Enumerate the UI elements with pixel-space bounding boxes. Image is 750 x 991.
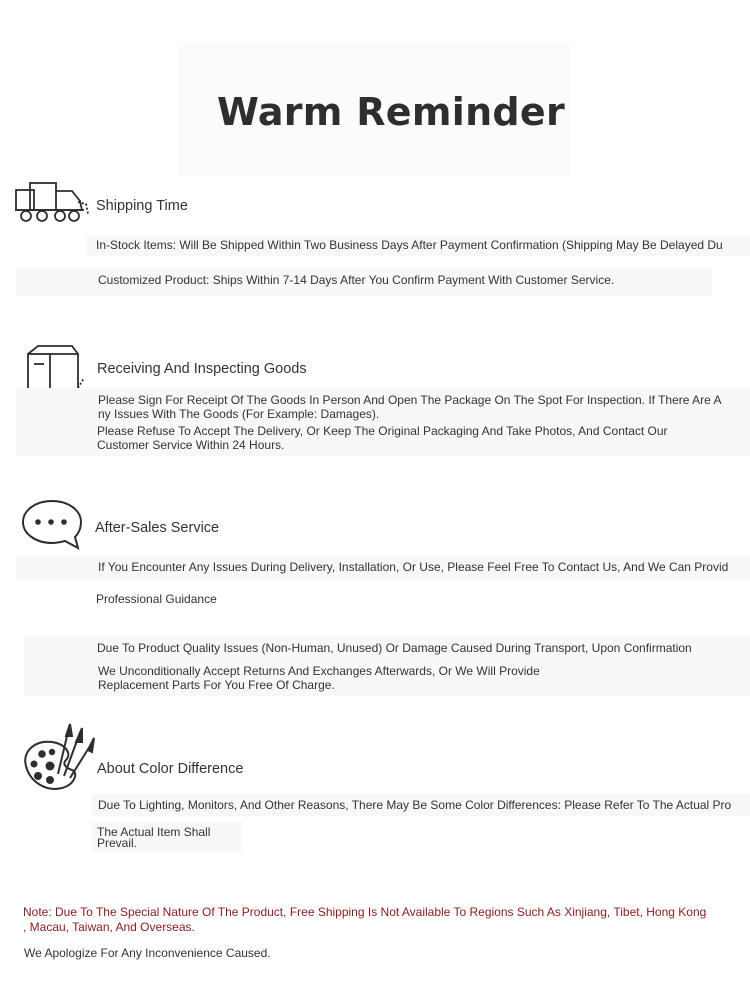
receiving-line-3: Please Refuse To Accept The Delivery, Or Keep The Original Packaging And Take Photos, And Contact Our — [97, 424, 668, 438]
note-line-1: Note: Due To The Special Nature Of The Product, Free Shipping Is Not Available To Regions Such As Xinjiang, Tibet, Hong Kong — [23, 905, 707, 919]
color-line-3: Prevail. — [97, 836, 138, 850]
delivery-truck-icon — [14, 180, 100, 226]
paint-palette-icon — [20, 722, 96, 792]
section-heading-after-sales: After-Sales Service — [95, 520, 220, 536]
color-line-1: Due To Lighting, Monitors, And Other Reasons, There May Be Some Color Differences: Please Refer To The Actual Pro — [98, 798, 732, 812]
shipping-restriction-note — [23, 905, 706, 935]
receiving-line-1: Please Sign For Receipt Of The Goods In Person And Open The Package On The Spot For Inspection. If There Are A — [98, 393, 722, 407]
receiving-line-4: Customer Service Within 24 Hours. — [97, 438, 285, 452]
after-sales-line-3: Due To Product Quality Issues (Non-Human, Unused) Or Damage Caused During Transport, Upon Confirmation — [97, 641, 692, 655]
apology-text: We Apologize For Any Inconvenience Caused. — [24, 946, 271, 960]
shipping-line-1: In-Stock Items: Will Be Shipped Within Two Business Days After Payment Confirmation (Shipping May Be Delayed Du — [96, 238, 723, 252]
after-sales-line-2: Professional Guidance — [96, 592, 217, 606]
section-heading-color: About Color Difference — [97, 761, 244, 777]
receiving-line-2: ny Issues With The Goods (For Example: Damages). — [98, 407, 380, 421]
after-sales-line-1: If You Encounter Any Issues During Delivery, Installation, Or Use, Please Feel Free To Contact Us, And We Can Provid — [98, 560, 729, 574]
after-sales-line-5: Replacement Parts For You Free Of Charge. — [98, 678, 335, 692]
section-heading-shipping: Shipping Time — [96, 198, 188, 214]
after-sales-line-4: We Unconditionally Accept Returns And Exchanges Afterwards, Or We Will Provide — [98, 664, 540, 678]
chat-bubble-icon — [20, 498, 84, 552]
section-heading-receiving: Receiving And Inspecting Goods — [97, 361, 307, 377]
page-title: Warm Reminder — [216, 90, 566, 134]
color-line-2: The Actual Item Shall — [97, 825, 211, 839]
shipping-line-2: Customized Product: Ships Within 7-14 Days After You Confirm Payment With Customer Service. — [98, 273, 615, 287]
note-line-2: , Macau, Taiwan, And Overseas. — [23, 920, 195, 934]
